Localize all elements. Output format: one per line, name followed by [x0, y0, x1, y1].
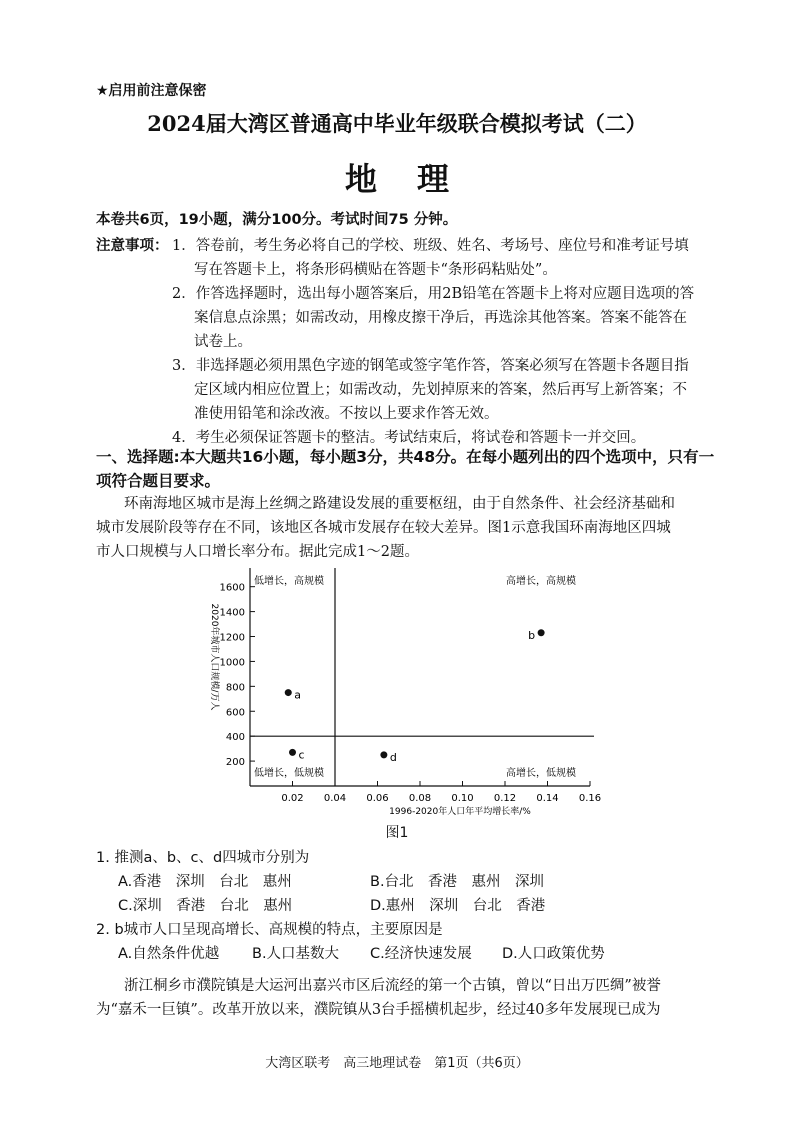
- y-tick-label: 400: [225, 732, 245, 744]
- passage-line: 为“嘉禾一巨镇”。改革开放以来，濮院镇从3台手摇横机起步，经过40多年发展现已成为: [96, 1002, 661, 1018]
- q2-option-b: B.人口基数大: [252, 946, 340, 962]
- q2-option-d: D.人口政策优势: [502, 946, 605, 962]
- note-line: 案信息点涂黑；如需改动，用橡皮擦干净后，再选涂其他答案。答案不能答在: [194, 310, 687, 326]
- subject-title: 地理: [344, 160, 489, 198]
- q1-option-c: C.深圳 香港 台北 惠州: [118, 898, 293, 914]
- point-label-d: d: [389, 750, 397, 764]
- exam-info: 本卷共6页，19小题，满分100分。考试时间75 分钟。: [96, 212, 458, 228]
- x-axis-label: 1996-2020年人口年平均增长率/%: [389, 807, 531, 817]
- figure1-chart: [190, 560, 620, 820]
- x-tick-label: 0.12: [493, 793, 517, 804]
- data-point-d: [380, 751, 387, 758]
- quadrant-label-bottom-left: 低增长，低规模: [254, 768, 324, 779]
- data-point-b: [538, 629, 545, 636]
- passage-line: 城市发展阶段等存在不同，该地区各城市发展存在较大差异。图1示意我国环南海地区四城: [96, 520, 671, 536]
- x-tick-label: 0.08: [408, 793, 432, 804]
- q1-option-b: B.台北 香港 惠州 深圳: [370, 874, 545, 890]
- point-label-c: c: [298, 748, 305, 762]
- y-tick-label: 800: [225, 682, 245, 694]
- quadrant-label-top-left: 低增长，高规模: [254, 576, 324, 587]
- note-line: 4．考生必须保证答题卡的整洁。考试结束后，将试卷和答题卡一并交回。: [172, 430, 646, 446]
- exam-title: 2024届大湾区普通高中毕业年级联合模拟考试（二）: [147, 111, 647, 136]
- point-label-a: a: [294, 688, 301, 702]
- page-footer: 大湾区联考 高三地理试卷 第1页（共6页）: [265, 1056, 529, 1071]
- x-tick-label: 0.14: [536, 793, 559, 804]
- y-tick-label: 1400: [219, 607, 245, 619]
- x-tick-label: 0.02: [281, 793, 304, 804]
- x-tick-label: 0.06: [366, 793, 389, 804]
- section-head: 一、选择题:本大题共16小题，每小题3分，共48分。在每小题列出的四个选项中，只有一: [96, 448, 715, 466]
- note-line: 准使用铅笔和涂改液。不按以上要求作答无效。: [194, 406, 499, 422]
- q2-option-c: C.经济快速发展: [370, 946, 472, 962]
- q1-option-d: D.惠州 深圳 台北 香港: [370, 898, 546, 914]
- note-line: 写在答题卡上，将条形码横贴在答题卡“条形码粘贴处”。: [194, 262, 557, 278]
- notes-label: 注意事项：: [96, 237, 169, 254]
- y-tick-label: 1600: [219, 582, 245, 594]
- passage-line: 市人口规模与人口增长率分布。据此完成1～2题。: [96, 544, 419, 560]
- question-2-stem: 2. b城市人口呈现高增长、高规模的特点，主要原因是: [96, 922, 443, 938]
- question-1-stem: 1. 推测a、b、c、d四城市分别为: [96, 850, 310, 866]
- note-line: 试卷上。: [194, 334, 252, 350]
- note-line: 定区域内相应位置上；如需改动，先划掉原来的答案，然后再写上新答案；不: [194, 382, 687, 398]
- note-line: 2．作答选择题时，选出每小题答案后，用2B铅笔在答题卡上将对应题目选项的答: [172, 286, 695, 302]
- figure-caption: 图1: [385, 825, 409, 841]
- y-tick-label: 200: [225, 757, 245, 769]
- y-tick-label: 600: [225, 707, 245, 719]
- point-label-b: b: [528, 628, 536, 642]
- q2-option-a: A.自然条件优越: [118, 946, 220, 962]
- data-point-a: [285, 689, 292, 696]
- x-tick-label: 0.10: [451, 793, 474, 804]
- y-axis-label: 2020年城市人口规模/万人: [209, 603, 219, 711]
- quadrant-label-top-right: 高增长，高规模: [506, 576, 576, 587]
- note-line: 1．答卷前，考生务必将自己的学校、班级、姓名、考场号、座位号和准考证号填: [172, 238, 689, 254]
- confidential-notice: ★启用前注意保密: [96, 83, 207, 99]
- quadrant-label-bottom-right: 高增长，低规模: [506, 768, 576, 779]
- q1-option-a: A.香港 深圳 台北 惠州: [118, 874, 292, 890]
- y-tick-label: 1200: [219, 632, 245, 644]
- data-point-c: [289, 749, 296, 756]
- x-tick-label: 0.16: [578, 793, 602, 804]
- section-head: 项符合题目要求。: [96, 472, 221, 490]
- x-tick-label: 0.04: [323, 793, 347, 804]
- passage-line: 环南海地区城市是海上丝绸之路建设发展的重要枢纽，由于自然条件、社会经济基础和: [124, 496, 675, 512]
- note-line: 3．非选择题必须用黑色字迹的钢笔或签字笔作答，答案必须写在答题卡各题目指: [172, 358, 689, 374]
- passage-line: 浙江桐乡市濮院镇是大运河出嘉兴市区后流经的第一个古镇，曾以“日出万匹绸”被誉: [124, 978, 661, 994]
- y-tick-label: 1000: [219, 657, 245, 669]
